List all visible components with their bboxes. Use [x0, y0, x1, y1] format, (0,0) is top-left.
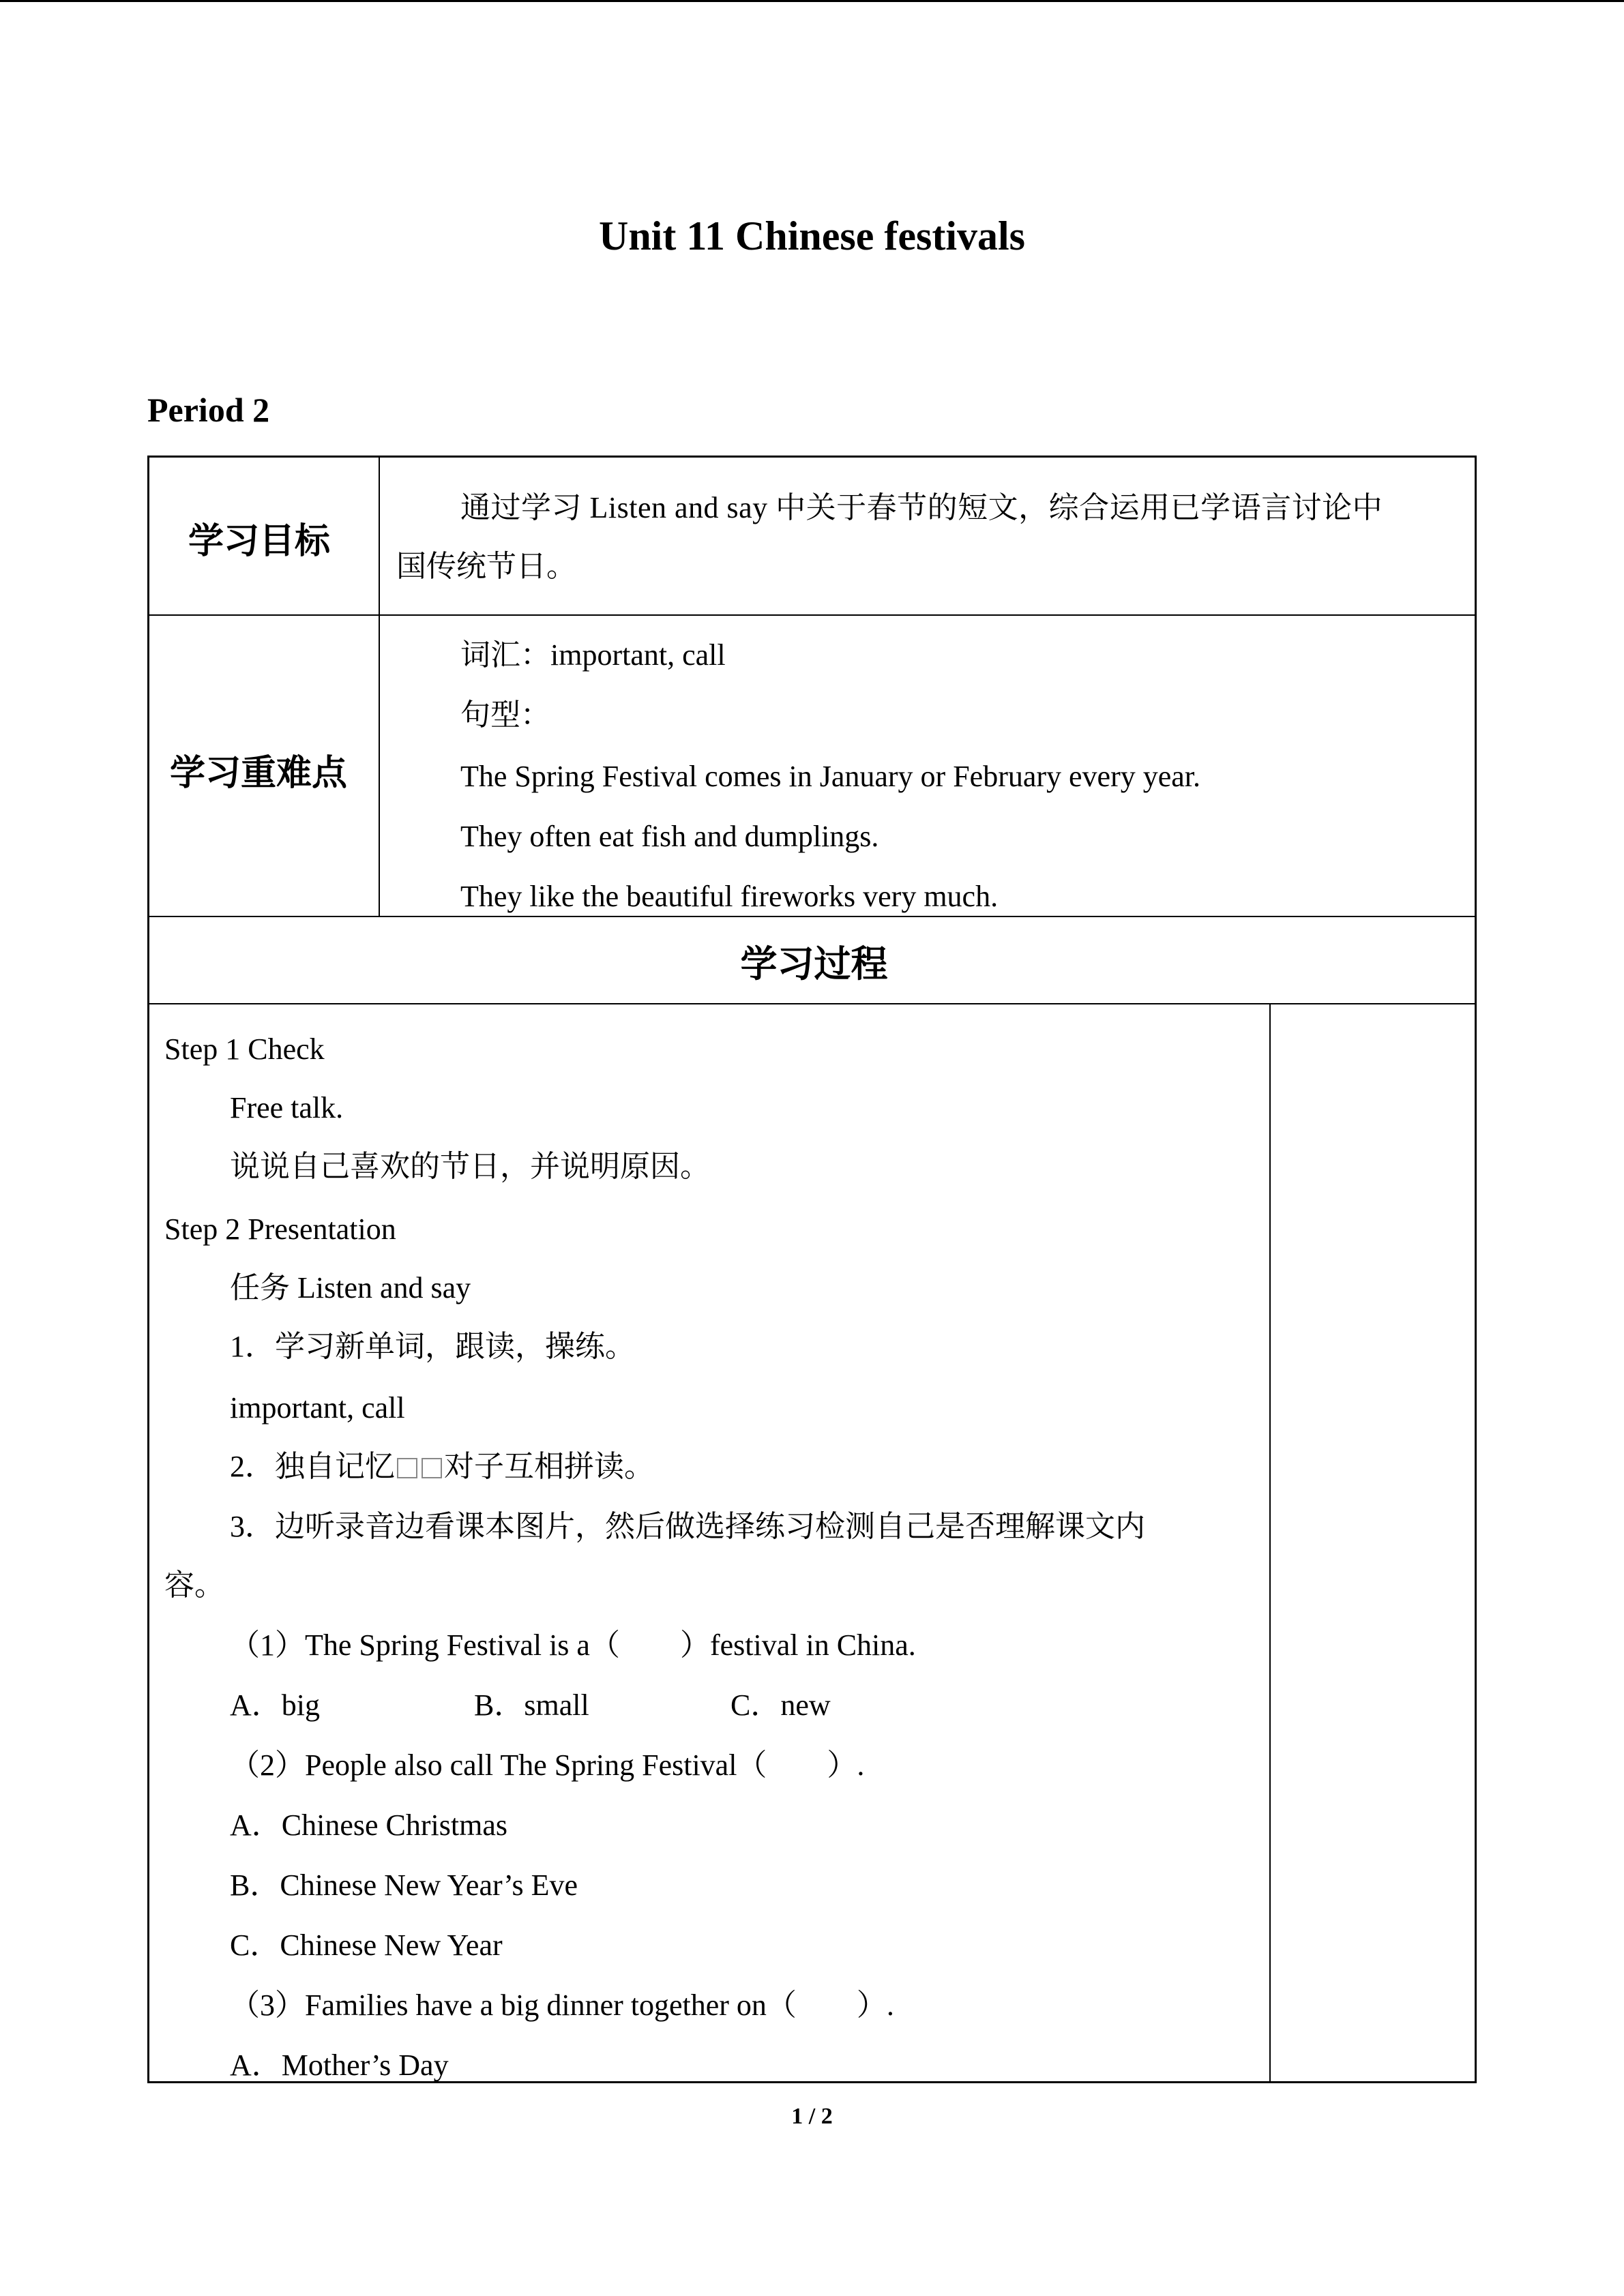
- notes-column-divider: [1269, 1003, 1271, 2081]
- new-words: important, call: [230, 1391, 405, 1425]
- document-title: Unit 11 Chinese festivals: [598, 213, 1026, 258]
- row-divider: [149, 1003, 1475, 1004]
- goal-text-line2: 国传统节日。: [396, 550, 576, 583]
- step1-heading: Step 1 Check: [164, 1032, 325, 1066]
- missing-glyph-box: [397, 1458, 417, 1478]
- point-2: [230, 1452, 654, 1482]
- task-line: 任务 Listen and say: [230, 1271, 471, 1304]
- key-pattern-label: 句型：: [460, 698, 550, 732]
- question-1-option-c: C．new: [730, 1688, 831, 1722]
- talk-prompt: 说说自己喜欢的节日，并说明原因。: [230, 1150, 710, 1183]
- question-1: （1）The Spring Festival is a（ ）festival in China.: [230, 1628, 916, 1662]
- point-2-text-b: 对子互相拼读。: [444, 1450, 654, 1483]
- lesson-table: [147, 456, 1477, 2083]
- point-1: 1．学习新单词，跟读，操练。: [230, 1330, 635, 1363]
- key-sentence-1: The Spring Festival comes in January or February every year.: [460, 760, 1201, 793]
- question-2: （2）People also call The Spring Festival（ ）.: [230, 1748, 865, 1782]
- goal-text-line1: 通过学习 Listen and say 中关于春节的短文，综合运用已学语言讨论中: [460, 491, 1383, 524]
- row-divider: [149, 614, 1475, 616]
- question-1-option-b: B．small: [474, 1688, 589, 1722]
- point-2-text-a: 2．独自记忆: [230, 1450, 395, 1483]
- question-2-option-c: C．Chinese New Year: [230, 1928, 503, 1962]
- key-sentence-3: They like the beautiful fireworks very much.: [460, 880, 999, 913]
- question-2-option-b: B．Chinese New Year’s Eve: [230, 1868, 578, 1902]
- question-1-option-a: A．big: [230, 1688, 320, 1722]
- key-points-label: 学习重难点: [170, 753, 348, 794]
- point-3-line2: 容。: [164, 1568, 224, 1602]
- missing-glyph-box: [422, 1458, 442, 1478]
- question-2-option-a: A．Chinese Christmas: [230, 1808, 507, 1842]
- period-heading: Period 2: [147, 391, 270, 429]
- key-sentence-2: They often eat fish and dumplings.: [460, 820, 879, 853]
- row-divider: [149, 916, 1475, 917]
- page-number: 1 / 2: [791, 2104, 833, 2129]
- question-3-option-a: A．Mother’s Day: [230, 2048, 449, 2082]
- process-heading: 学习过程: [740, 942, 888, 985]
- step2-heading: Step 2 Presentation: [164, 1212, 396, 1246]
- key-vocabulary: 词汇：important, call: [460, 638, 726, 672]
- question-3: （3）Families have a big dinner together on（ ）.: [230, 1988, 894, 2022]
- top-border: [0, 0, 1624, 2]
- point-3-line1: 3．边听录音边看课本图片，然后做选择练习检测自己是否理解课文内: [230, 1510, 1145, 1543]
- free-talk: Free talk.: [230, 1091, 344, 1124]
- goal-label: 学习目标: [188, 521, 331, 562]
- label-column-divider: [379, 458, 380, 916]
